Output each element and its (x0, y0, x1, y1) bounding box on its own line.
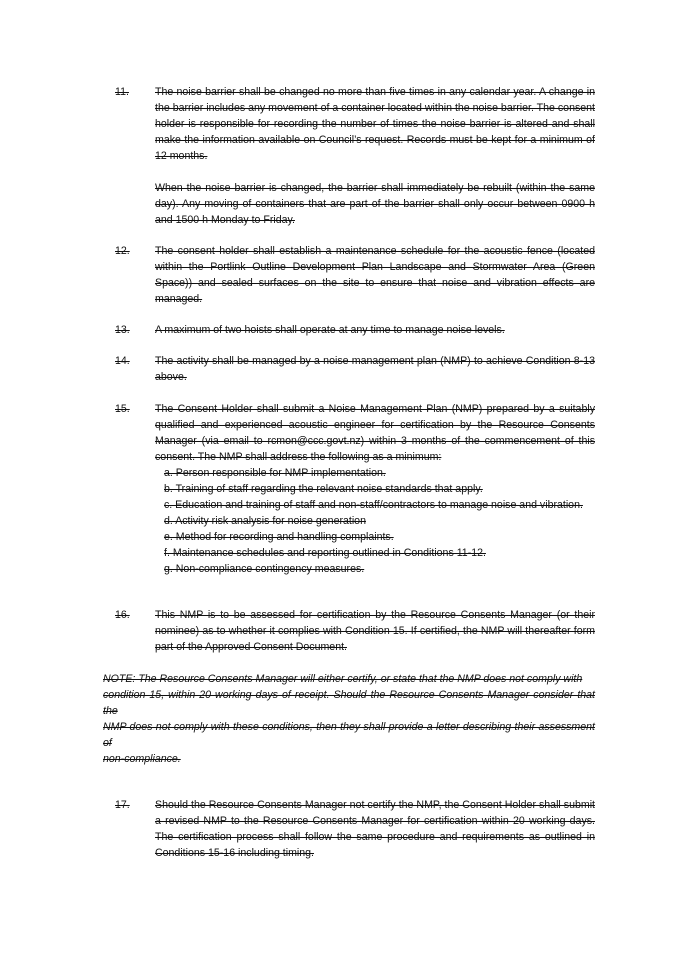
condition-number: 13. (115, 324, 130, 336)
condition-paragraph: When the noise barrier is changed, the barrier shall immediately be rebuilt (within the same day). Any moving of containers that are part of the barrier shall only occur between 0900 h and 1500 h Monday to Friday. (155, 182, 595, 226)
list-item: c. Education and training of staff and non-staff/contractors to manage noise and vibration. (164, 499, 583, 511)
condition-number: 12. (115, 245, 130, 257)
list-item: e. Method for recording and handling complaints. (164, 531, 394, 543)
condition-paragraph: Should the Resource Consents Manager not certify the NMP, the Consent Holder shall submit a revised NMP to the Resource Consents Manager for certification within 20 working days. The certification process shall follow the same procedure and requirements as outlined in Conditions 15-16 including timing. (155, 799, 595, 859)
condition-12 (115, 243, 595, 307)
list-item: g. Non-compliance contingency measures. (164, 563, 365, 575)
note-line: non-compliance. (103, 753, 181, 765)
condition-paragraph: This NMP is to be assessed for certification by the Resource Consents Manager (or their nominee) as to whether it complies with Condition 15. If certified, the NMP will thereafter form part of the Approved Consent Document. (155, 609, 595, 653)
list-item: d. Activity risk analysis for noise generation (164, 515, 366, 527)
condition-number: 16. (115, 609, 130, 621)
condition-17 (115, 797, 595, 861)
condition-16 (115, 607, 595, 655)
condition-11 (115, 84, 595, 228)
condition-number: 14. (115, 355, 130, 367)
condition-paragraph: A maximum of two hoists shall operate at any time to manage noise levels. (155, 324, 505, 336)
note-line: NOTE: The Resource Consents Manager will either certify, or state that the NMP does not comply with (103, 673, 583, 685)
condition-paragraph: The noise barrier shall be changed no more than five times in any calendar year. A change in the barrier includes any movement of a container located within the noise barrier. The consent holder is responsible for recording the number of times the noise barrier is altered and shall make the information available on Council’s request. Records must be kept for a minimum of 12 months. (155, 86, 595, 162)
condition-paragraph: The Consent Holder shall submit a Noise Management Plan (NMP) prepared by a suitably qualified and experienced acoustic engineer for certification by the Resource Consents Manager (via email to rcmon@ccc.govt.nz) within 3 months of the commencement of this consent. The NMP shall address the following as a minimum: (155, 403, 595, 463)
condition-14 (115, 353, 595, 385)
condition-number: 15. (115, 403, 130, 415)
certification-note (103, 671, 595, 767)
list-item: f. Maintenance schedules and reporting outlined in Conditions 11-12. (164, 547, 486, 559)
condition-number: 17. (115, 799, 130, 811)
condition-number: 11. (115, 86, 129, 98)
note-line: NMP does not comply with these conditions, then they shall provide a letter describing their assessment of (103, 721, 595, 749)
note-line: condition 15, within 20 working days of receipt. Should the Resource Consents Manager consider that the (103, 689, 595, 717)
list-item: b. Training of staff regarding the relevant noise standards that apply. (164, 483, 483, 495)
condition-paragraph: The activity shall be managed by a noise management plan (NMP) to achieve Condition 8-13 above. (155, 355, 595, 383)
list-item: a. Person responsible for NMP implementation. (164, 467, 386, 479)
condition-paragraph: The consent holder shall establish a maintenance schedule for the acoustic fence (located within the Portlink Outline Development Plan Landscape and Stormwater Area (Green Space)) and sealed surfaces on the site to ensure that noise and vibration effects are managed. (155, 245, 595, 305)
condition-15 (115, 401, 595, 577)
condition-13 (115, 322, 595, 338)
nmp-requirements-list (155, 465, 595, 577)
